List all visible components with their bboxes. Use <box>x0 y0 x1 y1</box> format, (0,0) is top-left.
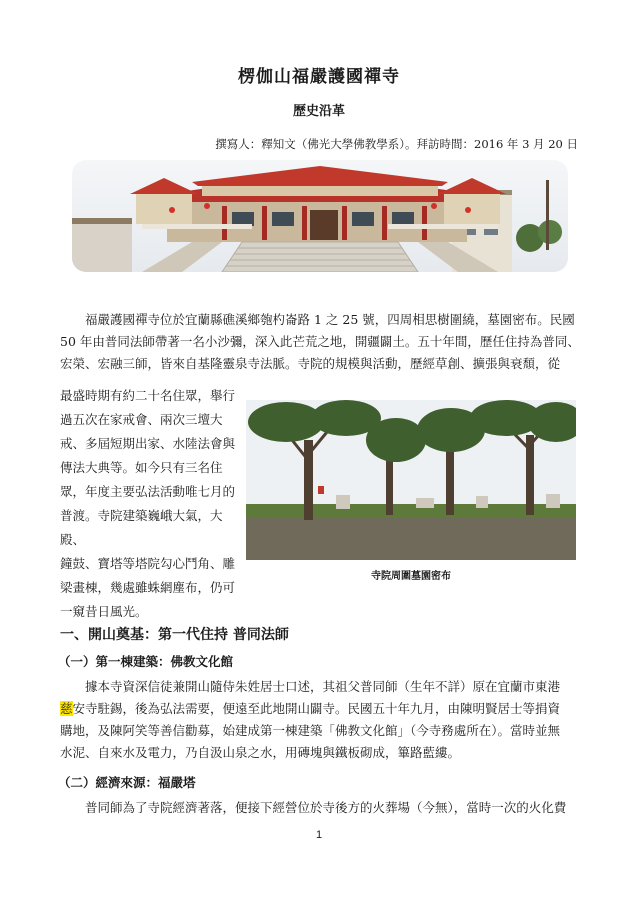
paragraph-line: 水泥、自來水及電力，乃自汲山泉之水，用磚塊與鐵板砌成，篳路藍縷。 <box>60 745 461 760</box>
author-byline: 撰寫人：釋知文（佛光大學佛教學系）。拜訪時間：2016 年 3 月 20 日 <box>215 137 578 151</box>
section1-paragraph <box>60 676 580 764</box>
intro-line: 50 年由普同法師帶著一名小沙彌，深入此芒荒之地，開疆闢土。五十年間，歷任住持為普同、 <box>60 334 580 349</box>
highlighted-character: 慈 <box>60 701 73 716</box>
intro-wrap-line: 普渡。寺院建築巍峨大氣，大殿、 <box>60 508 223 547</box>
intro-wrap-line: 傳法大典等。如今只有三名住 <box>60 460 223 475</box>
paragraph-line: 購地，及陳阿笑等善信勸募，始建成第一棟建築「佛教文化館」（今寺務處所在）。當時並無 <box>60 723 561 738</box>
intro-wrapped-text <box>60 384 245 624</box>
photo-caption: 寺院周圍墓園密布 <box>371 571 451 582</box>
page-number: 1 <box>315 829 323 841</box>
paragraph-line: 據本寺資深信徒兼開山隨侍朱姓居士口述，其祖父普同師（生年不詳）原在宜蘭市東港 <box>85 679 561 694</box>
paragraph-line <box>60 698 580 720</box>
subsection-heading: （一）第一棟建築：佛教文化館 <box>58 654 234 669</box>
page-title: 楞伽山福嚴護國禪寺 <box>238 67 400 87</box>
page-subtitle: 歷史沿革 <box>292 104 345 119</box>
intro-wrap-line: 鐘鼓、寶塔等塔院勾心鬥角、雕 <box>60 556 236 571</box>
subsection-heading: （二）經濟來源：福嚴塔 <box>58 775 196 790</box>
intro-wrap-line: 過五次在家戒會、兩次三壇大 <box>60 412 223 427</box>
cemetery-photo <box>246 400 576 560</box>
paragraph-line-text: 安寺駐錫，後為弘法需要，便遠至此地開山闢寺。民國五十年九月，由陳明賢居士等捐資 <box>72 701 561 716</box>
intro-wrap-line: 最盛時期有約二十名住眾，舉行 <box>60 388 236 403</box>
intro-wrap-line: 戒、多屆短期出家、水陸法會與 <box>60 436 236 451</box>
paragraph-line: 普同師為了寺院經濟著落，便接下經營位於寺後方的火葬場（今無），當時一次的火化費 <box>85 800 567 815</box>
section-heading: 一、開山奠基：第一代住持 普同法師 <box>60 627 289 643</box>
temple-banner-image <box>72 160 568 272</box>
intro-wrap-line: 一窺昔日風光。 <box>60 604 148 619</box>
section2-paragraph <box>60 797 580 819</box>
intro-line: 福嚴護國禪寺位於宜蘭縣礁溪鄉匏杓崙路 1 之 25 號，四周相思樹圍繞，墓園密布。民國 <box>85 312 575 327</box>
intro-wrap-line: 梁畫棟，幾處雖蛛網塵布，仍可 <box>60 580 236 595</box>
intro-line: 宏榮、宏融三師，皆來自基隆靈泉寺法脈。寺院的規模與活動，歷經草創、擴張與衰頹，從 <box>60 356 561 371</box>
intro-paragraph <box>60 309 580 375</box>
intro-wrap-line: 眾，年度主要弘法活動唯七月的 <box>60 484 236 499</box>
